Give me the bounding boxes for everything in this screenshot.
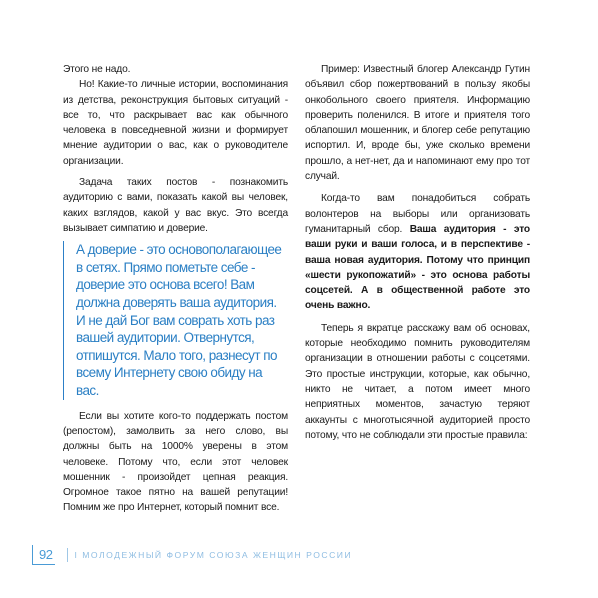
- paragraph-personal-stories: Но! Какие-то личные истории, воспоминания из детства, реконструкция бытовых ситуаций - все то, что раскрывает вас как обычного человека в повседневной жизни и формирует мнение аудитории о вас, как о руководителе организации.: [63, 79, 288, 167]
- pull-quote-text: А доверие - это основополагающее в сетях. Прямо пометьте себе - доверие это основа всего! Вам должна доверять ваша аудитория. И не дай Бог вам соврать хоть раз вашей аудитории. Отвернутся, отпишутся. Мало того, разнесут по всему Интернету свою обиду на вас.: [76, 242, 282, 399]
- left-column: [63, 62, 288, 516]
- pull-quote: [63, 241, 288, 399]
- paragraph-repost-warning: Если вы хотите кого-то поддержать постом (репостом), замолвить за него слово, вы должны быть на 1000% уверены в этом человеке. Потому что, если этот человек мошенник - произойдет цепная реакция. Огромное такое пятно на вашей репутации! Помним же про Интернет, который помнит все.: [63, 410, 288, 514]
- right-column: [305, 62, 530, 443]
- paragraph-post-goal: Задача таких постов - познакомить аудиторию с вами, показать какой вы человек, каких взглядов, какой у вас вкус. Это всегда вызывает симпатию и доверие.: [63, 177, 288, 234]
- footer-divider: [67, 548, 68, 562]
- paragraph-volunteers-bold: Ваша аудитория - это ваши руки и ваши голоса, и в перспективе - ваша новая аудитория. Потому что принцип «шести рукопожатий» - это основа работы соцсетей. А в общественной работе это очень важно.: [305, 223, 530, 312]
- footer-title: I МОЛОДЕЖНЫЙ ФОРУМ СОЮЗА ЖЕНЩИН РОССИИ: [74, 550, 353, 560]
- paragraph-intro: Этого не надо.: [63, 64, 131, 75]
- paragraph-example: Пример: Известный блогер Александр Гутин объявил сбор пожертвований в пользу якобы онкобольного своего приятеля. Информацию проверить поленился. В итоге и приятеля того облапошил мошенник, и блогер себе репутацию испортил. И, вроде бы, уже сколько времени прошло, а нет-нет, да и напоминают ему про тот случай.: [305, 64, 530, 183]
- page-number: 92: [32, 545, 55, 565]
- paragraph-volunteers-text: Когда-то вам понадобиться собрать волонтеров на выборы или организовать гуманитарный сбор.: [305, 193, 530, 235]
- page-footer: [32, 541, 352, 569]
- paragraph-basics: Теперь я вкратце расскажу вам об основах, которые необходимо помнить руководителям организации в отношении работы с соцсетями. Это простые инструкции, которые, как обычно, никто не читает, а потом имеет много неприятных моментов, зачастую теряют аккаунты с многотысячной аудиторией просто потому, что не соблюдали эти простые правила:: [305, 322, 530, 441]
- paragraph-volunteers: [305, 191, 530, 313]
